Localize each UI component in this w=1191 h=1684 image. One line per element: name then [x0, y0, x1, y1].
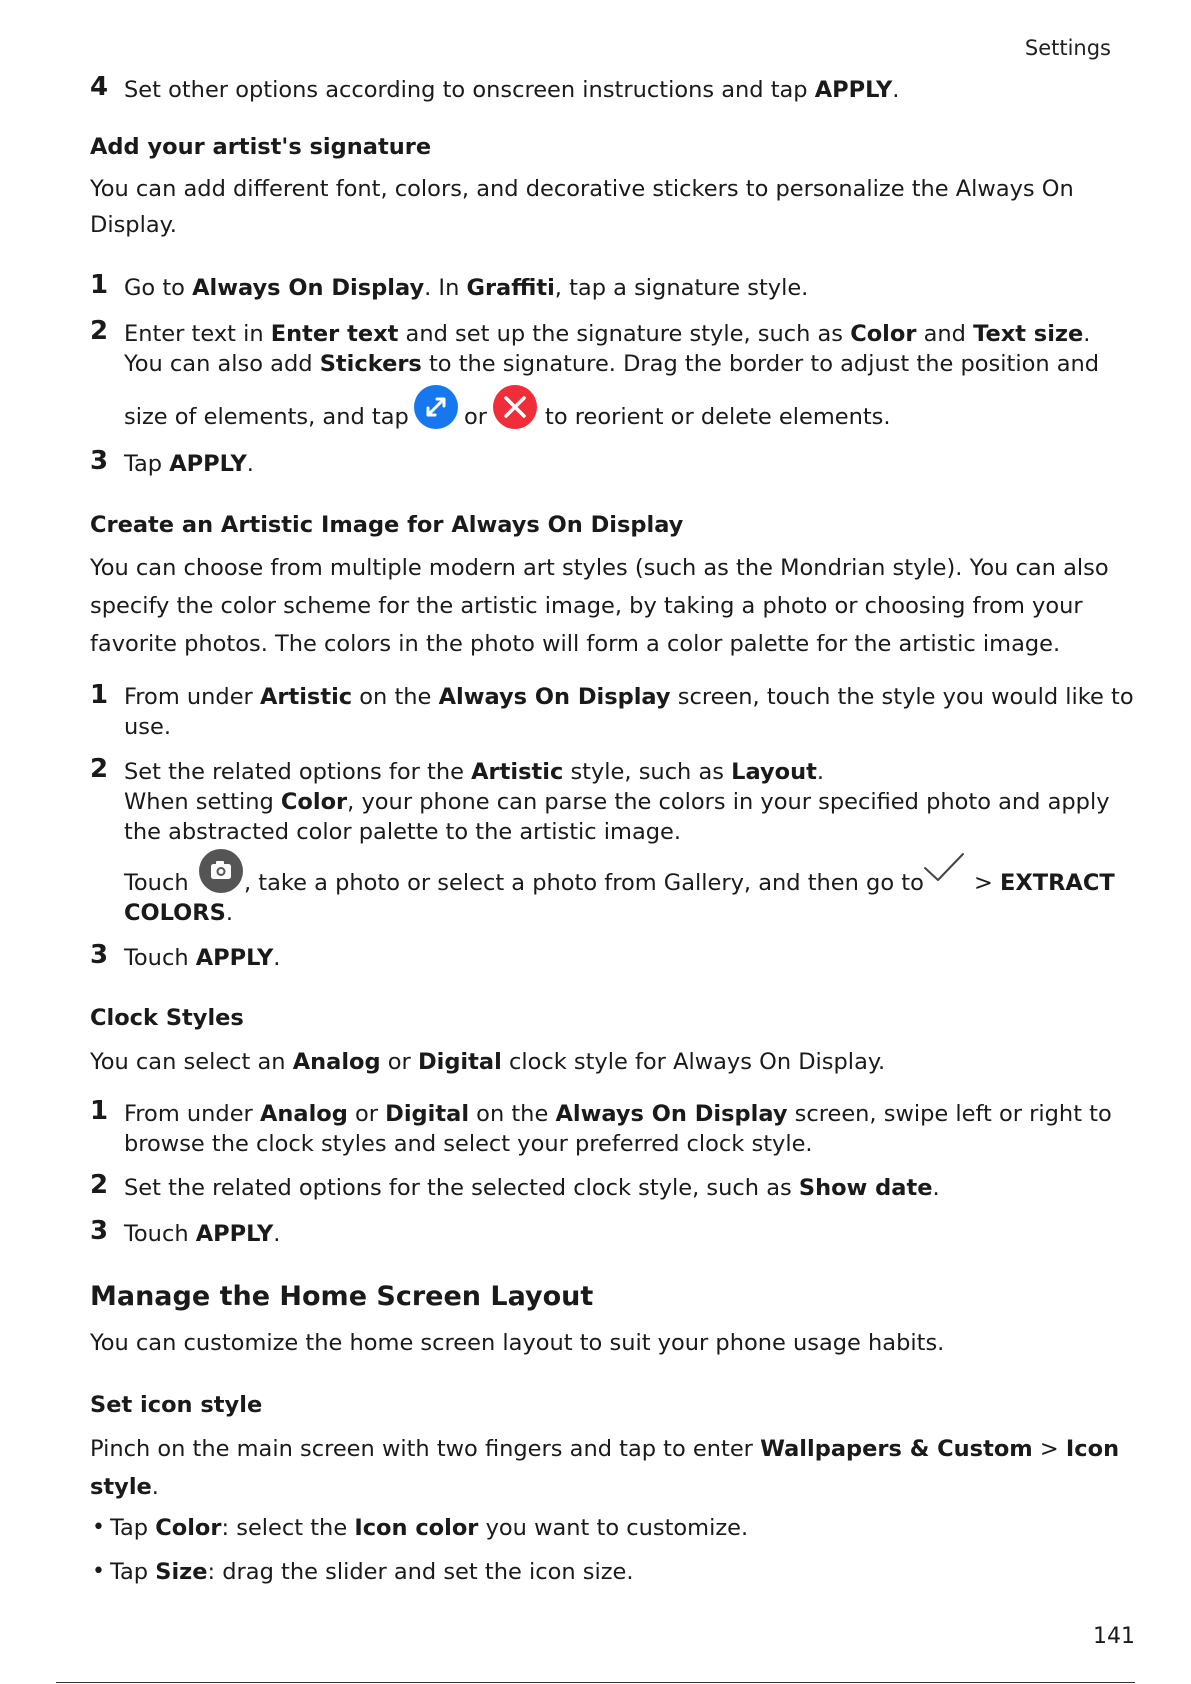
camera-icon	[198, 848, 244, 894]
step-number: 1	[90, 270, 109, 300]
section-heading: Add your artist's signature	[90, 134, 432, 160]
section-heading: Clock Styles	[90, 1005, 244, 1031]
step-number: 1	[90, 680, 109, 710]
delete-icon	[492, 384, 538, 430]
step-number: 2	[90, 316, 109, 346]
bullet-dot: •	[92, 1559, 105, 1584]
paragraph: Pinch on the main screen with two fingers and tap to enter Wallpapers & Custom > Icon	[90, 1436, 1120, 1462]
step-text: Set the related options for the selected clock style, such as Show date.	[124, 1175, 940, 1201]
paragraph: specify the color scheme for the artistic image, by taking a photo or choosing from your	[90, 593, 1083, 619]
step-number: 2	[90, 1170, 109, 1200]
paragraph: You can select an Analog or Digital clock style for Always On Display.	[90, 1049, 886, 1075]
step-number: 3	[90, 446, 109, 476]
checkmark-icon	[922, 850, 966, 884]
section-heading: Create an Artistic Image for Always On Display	[90, 512, 684, 538]
step-text: COLORS.	[124, 900, 233, 926]
step-text: use.	[124, 714, 171, 740]
bullet-text: Tap Color: select the Icon color you want to customize.	[110, 1515, 749, 1541]
step-number: 3	[90, 940, 109, 970]
step-number: 2	[90, 754, 109, 784]
step-text: browse the clock styles and select your preferred clock style.	[124, 1131, 813, 1157]
bullet-dot: •	[92, 1515, 105, 1540]
bullet-text: Tap Size: drag the slider and set the icon size.	[110, 1559, 634, 1585]
paragraph: You can choose from multiple modern art styles (such as the Mondrian style). You can also	[90, 555, 1109, 581]
step-text: size of elements, and tap	[124, 404, 409, 430]
step-number: 1	[90, 1096, 109, 1126]
step-text: You can also add Stickers to the signature. Drag the border to adjust the position and	[124, 351, 1100, 377]
step-text: Go to Always On Display. In Graffiti, tap a signature style.	[124, 275, 809, 301]
running-header: Settings	[1024, 36, 1111, 60]
section-heading: Set icon style	[90, 1392, 263, 1418]
step-text: , take a photo or select a photo from Gallery, and then go to	[244, 870, 924, 896]
step-text: Enter text in Enter text and set up the signature style, such as Color and Text size.	[124, 321, 1091, 347]
step-text: Set the related options for the Artistic style, such as Layout.	[124, 759, 825, 785]
reorient-icon	[413, 384, 459, 430]
step-number: 4	[90, 72, 109, 102]
paragraph: style.	[90, 1474, 159, 1500]
step-text: Touch APPLY.	[124, 945, 281, 971]
footer-divider	[56, 1682, 1135, 1683]
step-text: Set other options according to onscreen instructions and tap APPLY.	[124, 77, 900, 103]
subsection-heading: Manage the Home Screen Layout	[90, 1281, 594, 1312]
paragraph: Display.	[90, 212, 177, 238]
step-number: 3	[90, 1216, 109, 1246]
step-text: From under Artistic on the Always On Display screen, touch the style you would like to	[124, 684, 1134, 710]
paragraph: favorite photos. The colors in the photo will form a color palette for the artistic image.	[90, 631, 1061, 657]
page-number: 141	[1093, 1624, 1135, 1649]
step-text: > EXTRACT	[974, 870, 1115, 896]
paragraph: You can add different font, colors, and decorative stickers to personalize the Always On	[90, 176, 1074, 202]
step-text: Touch	[124, 870, 189, 896]
step-text: Tap APPLY.	[124, 451, 254, 477]
step-text: to reorient or delete elements.	[545, 404, 891, 430]
step-text: the abstracted color palette to the artistic image.	[124, 819, 682, 845]
step-text: From under Analog or Digital on the Always On Display screen, swipe left or right to	[124, 1101, 1112, 1127]
step-text: When setting Color, your phone can parse the colors in your specified photo and apply	[124, 789, 1110, 815]
step-text: or	[464, 404, 488, 430]
paragraph: You can customize the home screen layout to suit your phone usage habits.	[90, 1330, 945, 1356]
step-text: Touch APPLY.	[124, 1221, 281, 1247]
